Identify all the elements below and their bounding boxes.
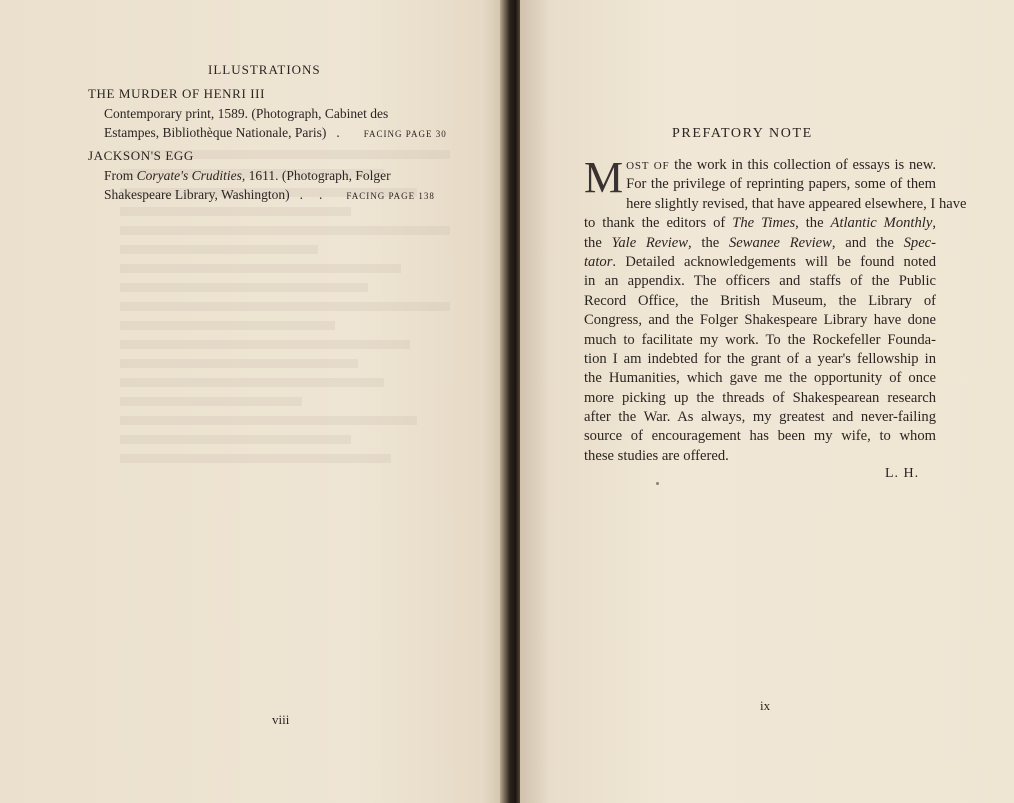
entry-caption-line: Estampes, Bibliothèque Nationale, Paris) . FACING PAGE 30 (104, 125, 447, 140)
entry-caption-line: From Coryate's Crudities, 1611. (Photograph, Folger (104, 168, 391, 183)
text-line: Record Office, the British Museum, the Library of (584, 292, 936, 309)
text-line: in an appendix. The officers and staffs of the Public (584, 273, 936, 290)
entry-caption-line: Shakespeare Library, Washington) . . FACING PAGE 138 (104, 187, 435, 202)
page-number-right: ix (760, 698, 771, 713)
text-line: these studies are offered. (584, 447, 729, 464)
text-line: For the privilege of reprinting papers, some of them (626, 176, 936, 193)
text-line: tion I am indebted for the grant of a year's fellowship in (584, 350, 936, 367)
text-line: here slightly revised, that have appeared elsewhere, I have (626, 195, 967, 212)
text-line: to thank the editors of The Times, the Atlantic Monthly, (584, 215, 936, 232)
illustration-entry (88, 148, 448, 206)
text-line: after the War. As always, my greatest and never-failing (584, 409, 936, 426)
prefatory-note-body (584, 153, 967, 466)
page-number-left: viii (272, 712, 290, 727)
text-line: tator. Detailed acknowledgements will be found noted (584, 253, 936, 270)
prefatory-note-heading: PREFATORY NOTE (672, 126, 813, 141)
text-line: the Humanities, which gave me the opportunity of once (584, 370, 936, 387)
text-line: Congress, and the Folger Shakespeare Library have done (584, 312, 936, 329)
text-line: much to facilitate my work. To the Rockefeller Founda- (584, 331, 936, 348)
book-title: Coryate's Crudities, (136, 168, 246, 183)
text-line: source of encouragement has been my wife, to whom (584, 428, 936, 445)
ink-speck-decoration (656, 482, 659, 485)
small-caps-opening: OST OF (626, 160, 670, 172)
entry-source: Shakespeare Library, Washington) (104, 187, 290, 202)
text-line: the Yale Review, the Sewanee Review, and the Spec- (584, 234, 937, 251)
facing-page-ref: FACING PAGE 138 (346, 191, 435, 201)
facing-page-ref: FACING PAGE 30 (363, 129, 447, 139)
drop-cap: M (584, 153, 624, 202)
illustrations-heading: ILLUSTRATIONS (208, 62, 321, 77)
text-line: OST OF the work in this collection of essays is new. (626, 157, 936, 173)
author-initials: L. H. (885, 466, 920, 481)
illustration-entry (88, 86, 448, 144)
text-line: more picking up the threads of Shakespearean research (584, 389, 936, 406)
entry-caption-line: Contemporary print, 1589. (Photograph, Cabinet des (104, 106, 389, 121)
entry-title: THE MURDER OF HENRI III (88, 86, 266, 101)
entry-title: JACKSON'S EGG (88, 148, 194, 163)
entry-source: Estampes, Bibliothèque Nationale, Paris) (104, 125, 327, 140)
